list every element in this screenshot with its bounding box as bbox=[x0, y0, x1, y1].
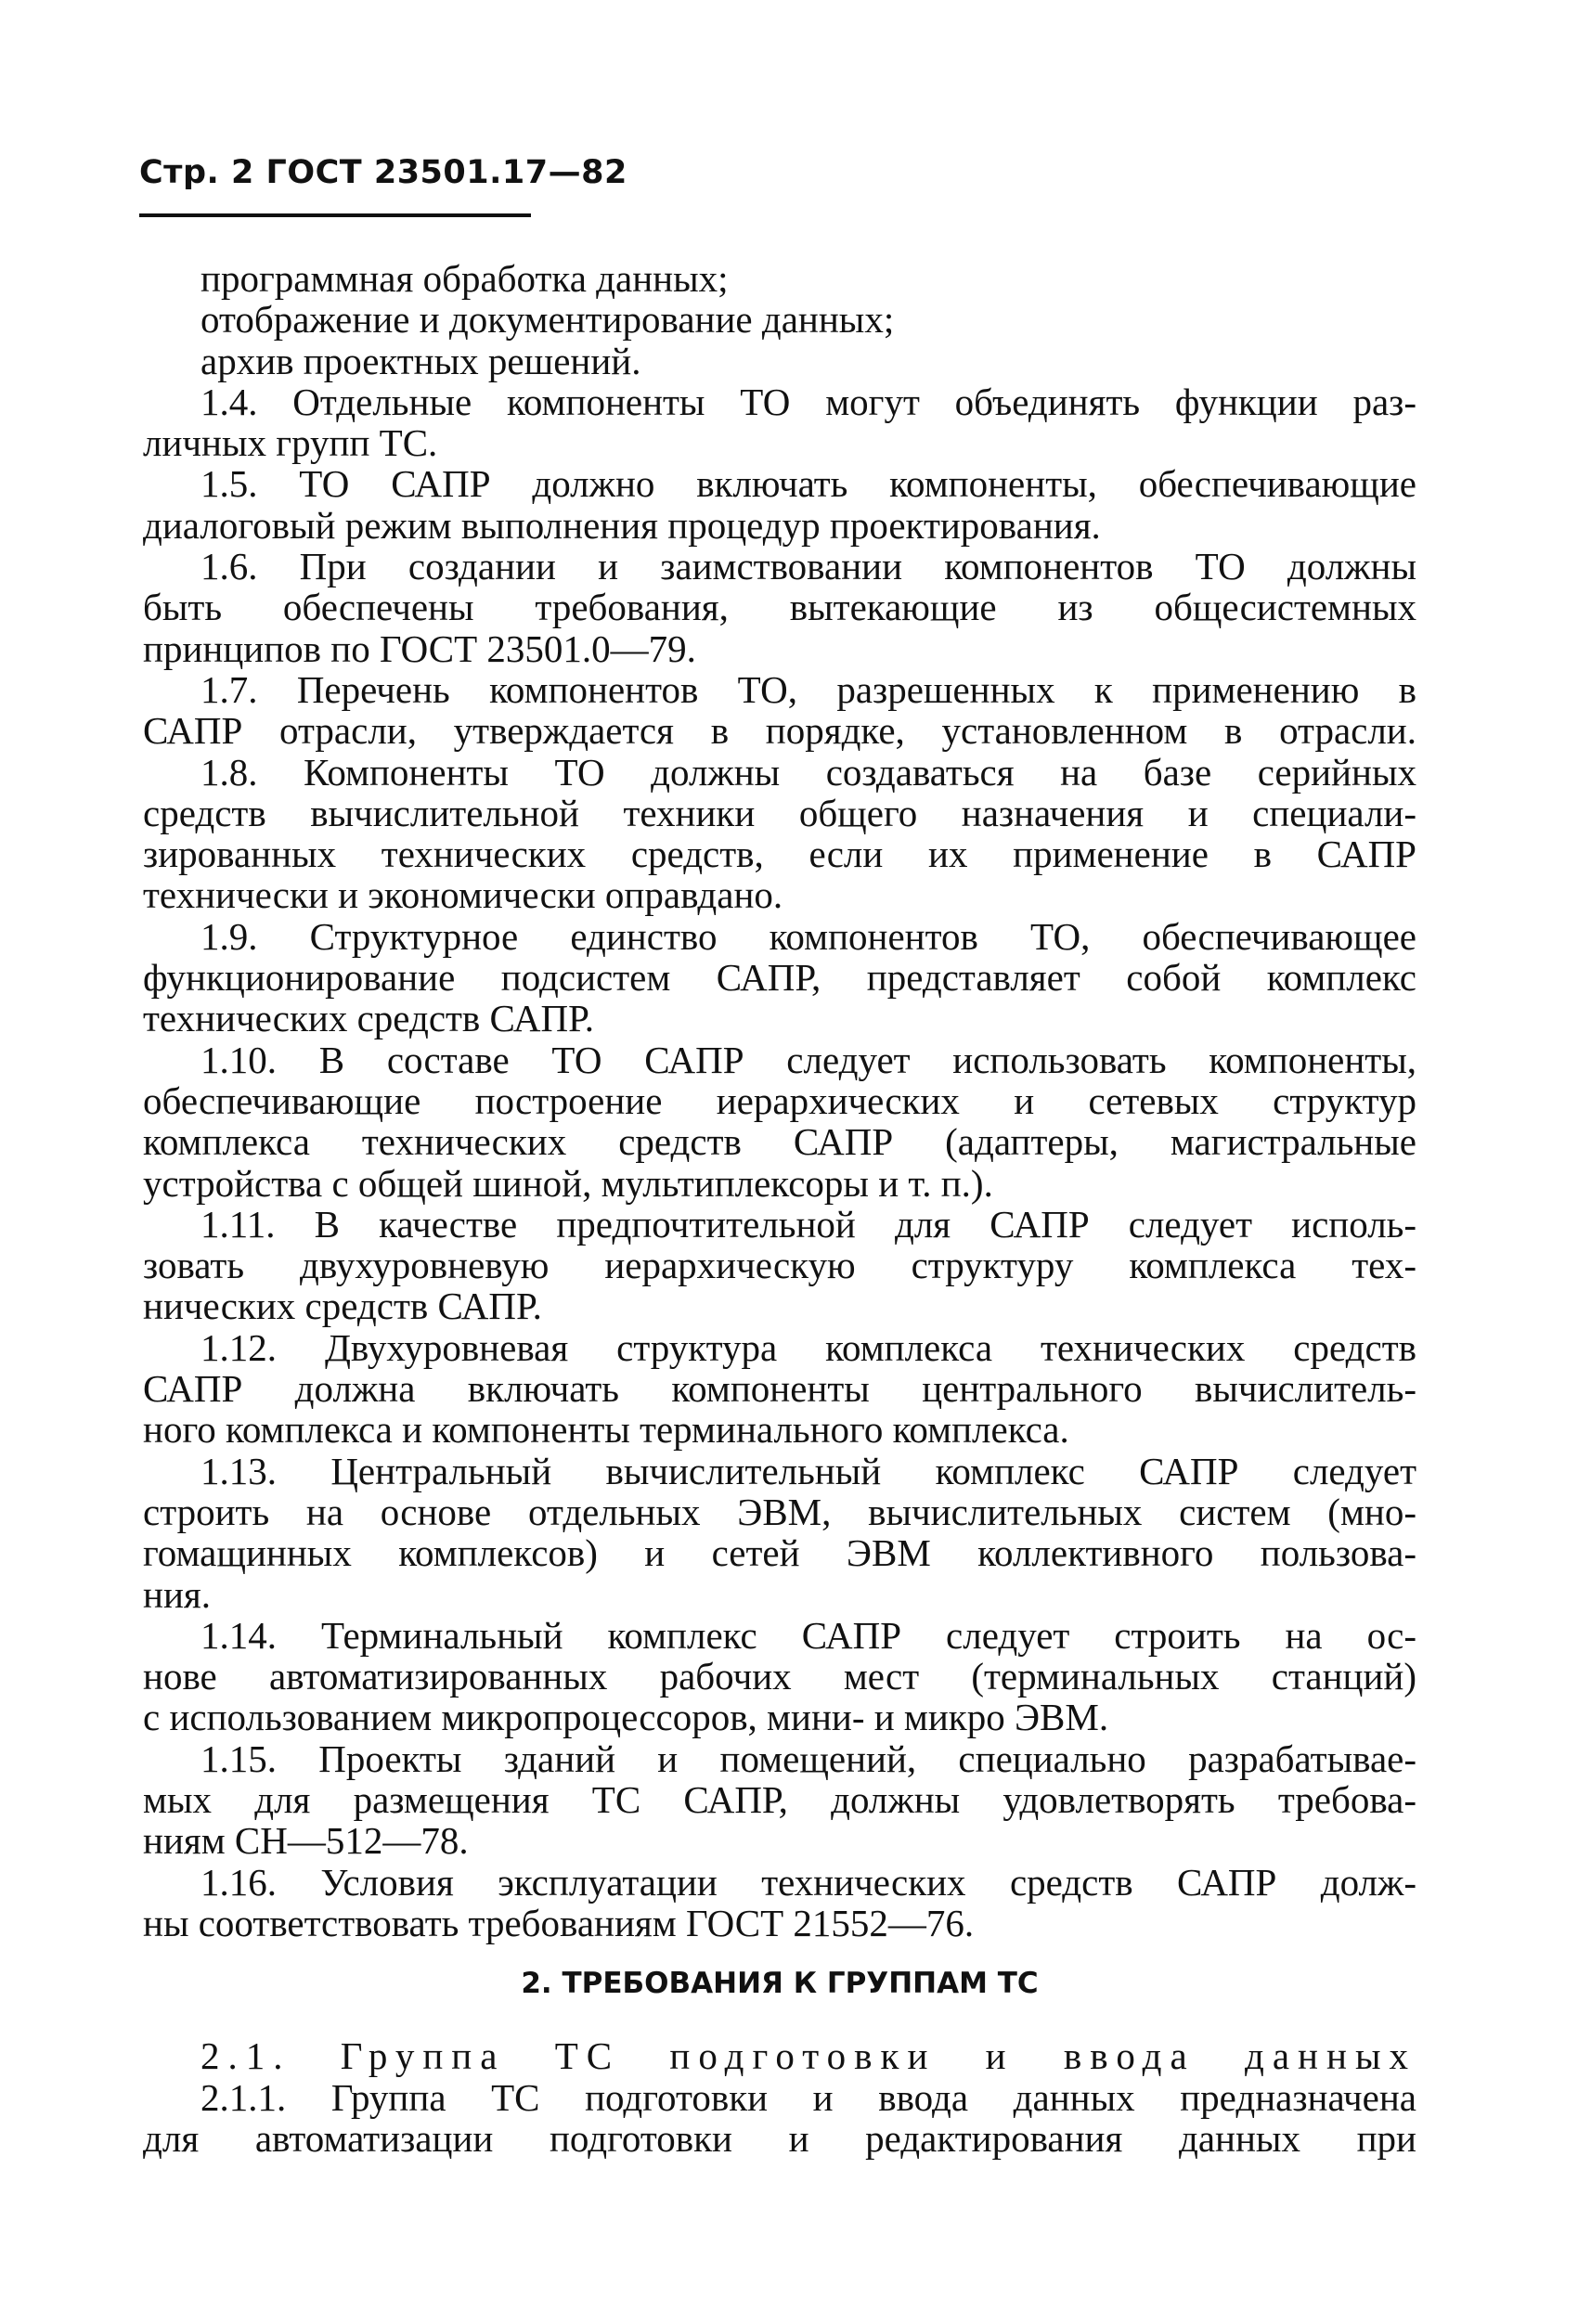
text-line: зовать двухуровневую иерархическую структуру комплекса тех- bbox=[143, 1244, 1416, 1287]
text-line: средств вычислительной техники общего назначения и специали- bbox=[143, 791, 1416, 834]
text-line: программная обработка данных; bbox=[200, 257, 729, 300]
text-line: САПР должна включать компоненты центрального вычислитель- bbox=[143, 1367, 1416, 1411]
text-line: 1.8. Компоненты ТО должны создаваться на базе серийных bbox=[200, 750, 1416, 794]
section-heading: 2. ТРЕБОВАНИЯ К ГРУППАМ ТС bbox=[521, 1967, 1039, 2001]
text-line: 1.14. Терминальный комплекс САПР следует строить на ос- bbox=[200, 1613, 1416, 1657]
page-header: Стр. 2 ГОСТ 23501.17—82 bbox=[139, 154, 627, 191]
text-line: нове автоматизированных рабочих мест (терминальных станций) bbox=[143, 1655, 1416, 1698]
text-line: с использованием микропроцессоров, мини- и микро ЭВМ. bbox=[143, 1696, 1109, 1739]
text-line: 1.6. При создании и заимствовании компонентов ТО должны bbox=[200, 545, 1416, 588]
text-line: функционирование подсистем САПР, представляет собой комплекс bbox=[143, 956, 1416, 1000]
text-line: 1.15. Проекты зданий и помещений, специально разрабатывае- bbox=[200, 1737, 1416, 1780]
text-line: мых для размещения ТС САПР, должны удовлетворять требова- bbox=[143, 1777, 1416, 1821]
subsection-heading: 2.1. Группа ТС подготовки и ввода данных bbox=[200, 2034, 1416, 2078]
text-line: быть обеспечены требования, вытекающие из общесистемных bbox=[143, 586, 1416, 629]
text-line: САПР отрасли, утверждается в порядке, установленном в отрасли. bbox=[143, 709, 1416, 753]
text-line: принципов по ГОСТ 23501.0—79. bbox=[143, 626, 696, 670]
text-line: 2.1.1. Группа ТС подготовки и ввода данных предназначена bbox=[200, 2075, 1416, 2119]
text-line: 1.9. Структурное единство компонентов ТО, обеспечивающее bbox=[200, 914, 1416, 958]
text-line: нических средств САПР. bbox=[143, 1285, 542, 1328]
text-line: технических средств САПР. bbox=[143, 997, 594, 1040]
text-line: отображение и документирование данных; bbox=[200, 298, 895, 342]
header-rule bbox=[139, 213, 531, 217]
text-line: 1.4. Отдельные компоненты ТО могут объединять функции раз- bbox=[200, 380, 1416, 423]
text-line: технически и экономически оправдано. bbox=[143, 873, 783, 917]
text-line: 1.13. Центральный вычислительный комплекс САПР следует bbox=[200, 1449, 1416, 1492]
text-line: 1.16. Условия эксплуатации технических средств САПР долж- bbox=[200, 1860, 1416, 1904]
text-line: комплекса технических средств САПР (адаптеры, магистральные bbox=[143, 1120, 1416, 1164]
text-line: устройства с общей шиной, мультиплексоры и т. п.). bbox=[143, 1161, 993, 1205]
text-line: гомащинных комплексов) и сетей ЭВМ коллективного пользова- bbox=[143, 1531, 1416, 1575]
text-line: ниям СН—512—78. bbox=[143, 1819, 469, 1863]
text-line: 1.7. Перечень компонентов ТО, разрешенных к применению в bbox=[200, 667, 1416, 711]
text-line: ного комплекса и компоненты терминального комплекса. bbox=[143, 1408, 1069, 1452]
text-line: обеспечивающие построение иерархических и сетевых структур bbox=[143, 1078, 1416, 1122]
text-line: 1.12. Двухуровневая структура комплекса технических средств bbox=[200, 1325, 1416, 1369]
text-line: личных групп ТС. bbox=[143, 421, 438, 465]
text-line: зированных технических средств, если их применение в САПР bbox=[143, 833, 1416, 876]
text-line: диалоговый режим выполнения процедур проектирования. bbox=[143, 503, 1101, 547]
document-body bbox=[143, 258, 1416, 2159]
text-line: архив проектных решений. bbox=[200, 339, 641, 382]
text-line: 1.5. ТО САПР должно включать компоненты, обеспечивающие bbox=[200, 462, 1416, 506]
text-line: 1.11. В качестве предпочтительной для САПР следует исполь- bbox=[200, 1202, 1416, 1246]
text-line: строить на основе отдельных ЭВМ, вычислительных систем (мно- bbox=[143, 1490, 1416, 1533]
text-line: ния. bbox=[143, 1572, 211, 1616]
text-line: ны соответствовать требованиям ГОСТ 21552—76. bbox=[143, 1901, 975, 1944]
text-line: 1.10. В составе ТО САПР следует использовать компоненты, bbox=[200, 1038, 1416, 1081]
text-line: для автоматизации подготовки и редактирования данных при bbox=[143, 2117, 1416, 2161]
